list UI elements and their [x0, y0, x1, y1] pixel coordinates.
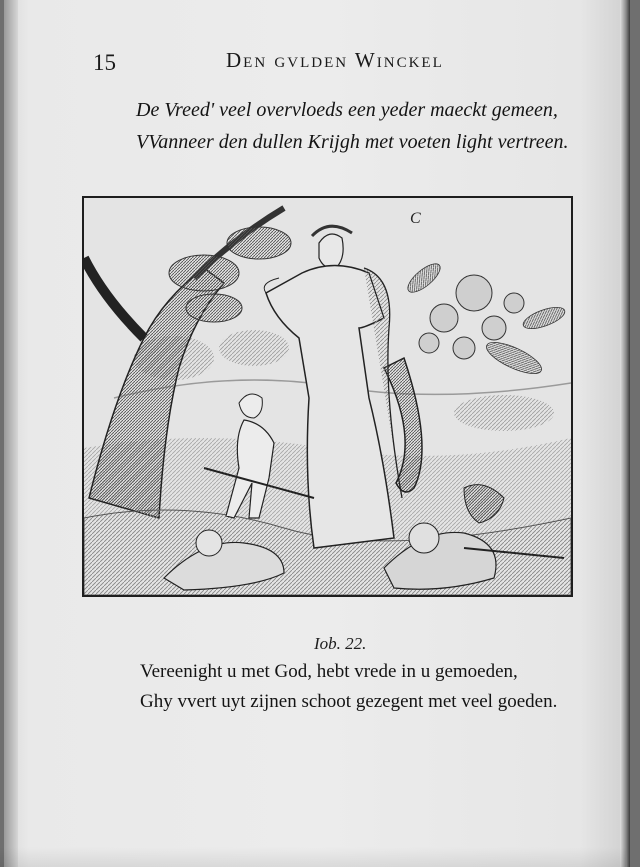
page-number: 15 [93, 50, 116, 75]
citation: Iob. 22. [314, 634, 367, 653]
verse-bottom-line-1: Vereenight u met God, hebt vrede in u gemoeden, [140, 661, 518, 682]
verse-top [136, 94, 596, 158]
verse-top-line-2: VVanneer den dullen Krijgh met voeten light vertreen. [136, 131, 569, 153]
verse-bottom-line-2: Ghy vvert uyt zijnen schoot gezegent met veel goeden. [140, 691, 558, 712]
page-gutter [4, 0, 18, 867]
page-shadow [0, 847, 626, 867]
engraving-drawing [84, 198, 571, 595]
running-head: Den gvlden Winckel [226, 48, 444, 72]
verse-top-line-1: De Vreed' veel overvloeds een yeder maeckt gemeen, [136, 99, 558, 121]
engraving-illustration [82, 196, 573, 597]
page-edge [620, 0, 630, 867]
plate-letter: C [410, 210, 421, 227]
verse-bottom [140, 657, 580, 717]
